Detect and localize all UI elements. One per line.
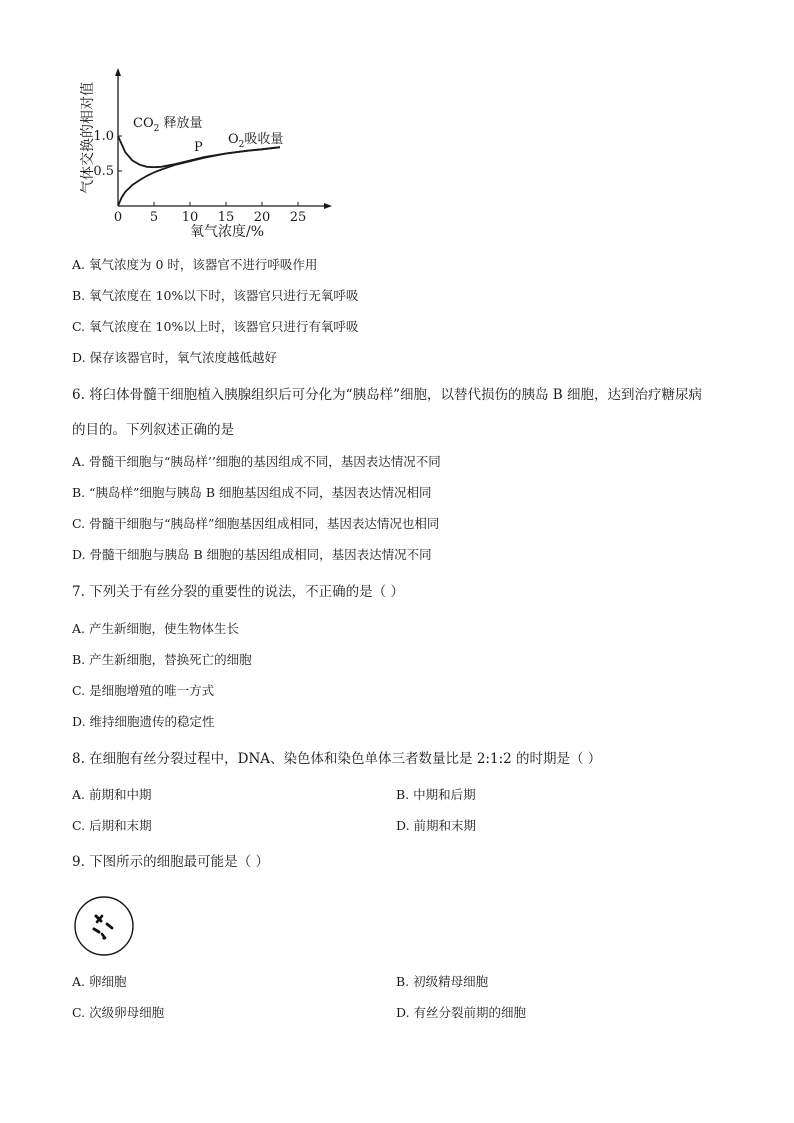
x-tick-label: 10 <box>181 210 199 225</box>
q7-option-a: A. 产生新细胞，使生物体生长 <box>72 621 239 636</box>
q6-option-c: C. 骨髓干细胞与“胰岛样”细胞基因组成相同，基因表达情况也相同 <box>72 516 440 531</box>
q5-option-c: C. 氧气浓度在 10%以上时，该器官只进行有氧呼吸 <box>72 319 359 334</box>
q8-option-d: D. 前期和末期 <box>396 818 477 833</box>
q7-option-b: B. 产生新细胞，替换死亡的细胞 <box>72 652 252 667</box>
q7-stem: 7. 下列关于有丝分裂的重要性的说法，不正确的是（ ） <box>72 584 404 600</box>
x-tick-label: 15 <box>217 210 235 225</box>
q8-stem: 8. 在细胞有丝分裂过程中，DNA、染色体和染色单体三者数量比是 2:1:2 的时期是（ ） <box>72 751 602 767</box>
q8-option-c: C. 后期和末期 <box>72 818 152 833</box>
q8-option-b: B. 中期和后期 <box>396 787 476 802</box>
x-axis-label: 氧气浓度/% <box>189 224 265 240</box>
q6-option-d: D. 骨髓干细胞与胰岛 B 细胞的基因组成相同，基因表达情况不同 <box>72 547 432 562</box>
intersection-label-p: P <box>194 140 203 155</box>
x-tick-label: 5 <box>149 210 159 225</box>
q8-option-a: A. 前期和中期 <box>72 787 152 802</box>
cell-membrane <box>75 897 133 955</box>
q6-stem-line2: 的目的。下列叙述正确的是 <box>72 422 234 438</box>
q7-option-d: D. 维持细胞遗传的稳定性 <box>72 714 215 729</box>
co2-curve-label: $CO_2$ 释放量 <box>133 116 203 134</box>
x-axis-arrow <box>324 203 332 209</box>
q9-option-d: D. 有丝分裂前期的细胞 <box>396 1005 527 1020</box>
x-tick-label: 20 <box>253 210 271 225</box>
gas-exchange-chart <box>70 66 350 246</box>
x-tick-label: 25 <box>289 210 307 225</box>
cell-diagram <box>72 894 136 958</box>
q5-option-d: D. 保存该器官时，氧气浓度越低越好 <box>72 350 278 365</box>
y-tick-label: 0.5 <box>93 164 114 179</box>
q6-option-b: B. “胰岛样”细胞与胰岛 B 细胞基因组成不同，基因表达情况相同 <box>72 485 432 500</box>
o2-curve-label: $O_2$吸收量 <box>228 132 284 150</box>
q6-stem-line1: 6. 将臼体骨髓干细胞植入胰腺组织后可分化为“胰岛样”细胞，以替代损伤的胰岛 B 细胞，达到治疗糖尿病 <box>72 387 702 403</box>
q9-option-a: A. 卵细胞 <box>72 974 127 989</box>
q9-stem: 9. 下图所示的细胞最可能是（ ） <box>72 854 269 870</box>
q6-option-a: A. 骨髓干细胞与“胰岛样’’细胞的基因组成不同，基因表达情况不同 <box>72 454 441 469</box>
q9-option-c: C. 次级卵母细胞 <box>72 1005 165 1020</box>
o2-absorption-curve <box>118 147 280 206</box>
y-axis-label: 气体交换的相对值 <box>80 82 96 194</box>
q7-option-c: C. 是细胞增殖的唯一方式 <box>72 683 215 698</box>
y-tick-label: 1.0 <box>93 129 114 144</box>
q5-option-b: B. 氧气浓度在 10%以下时，该器官只进行无氧呼吸 <box>72 288 359 303</box>
chromosomes <box>94 916 112 940</box>
q9-option-b: B. 初级精母细胞 <box>396 974 489 989</box>
q5-option-a: A. 氧气浓度为 0 时，该器官不进行呼吸作用 <box>72 257 318 272</box>
x-tick-label: 0 <box>113 210 123 225</box>
y-axis-arrow <box>115 68 121 76</box>
